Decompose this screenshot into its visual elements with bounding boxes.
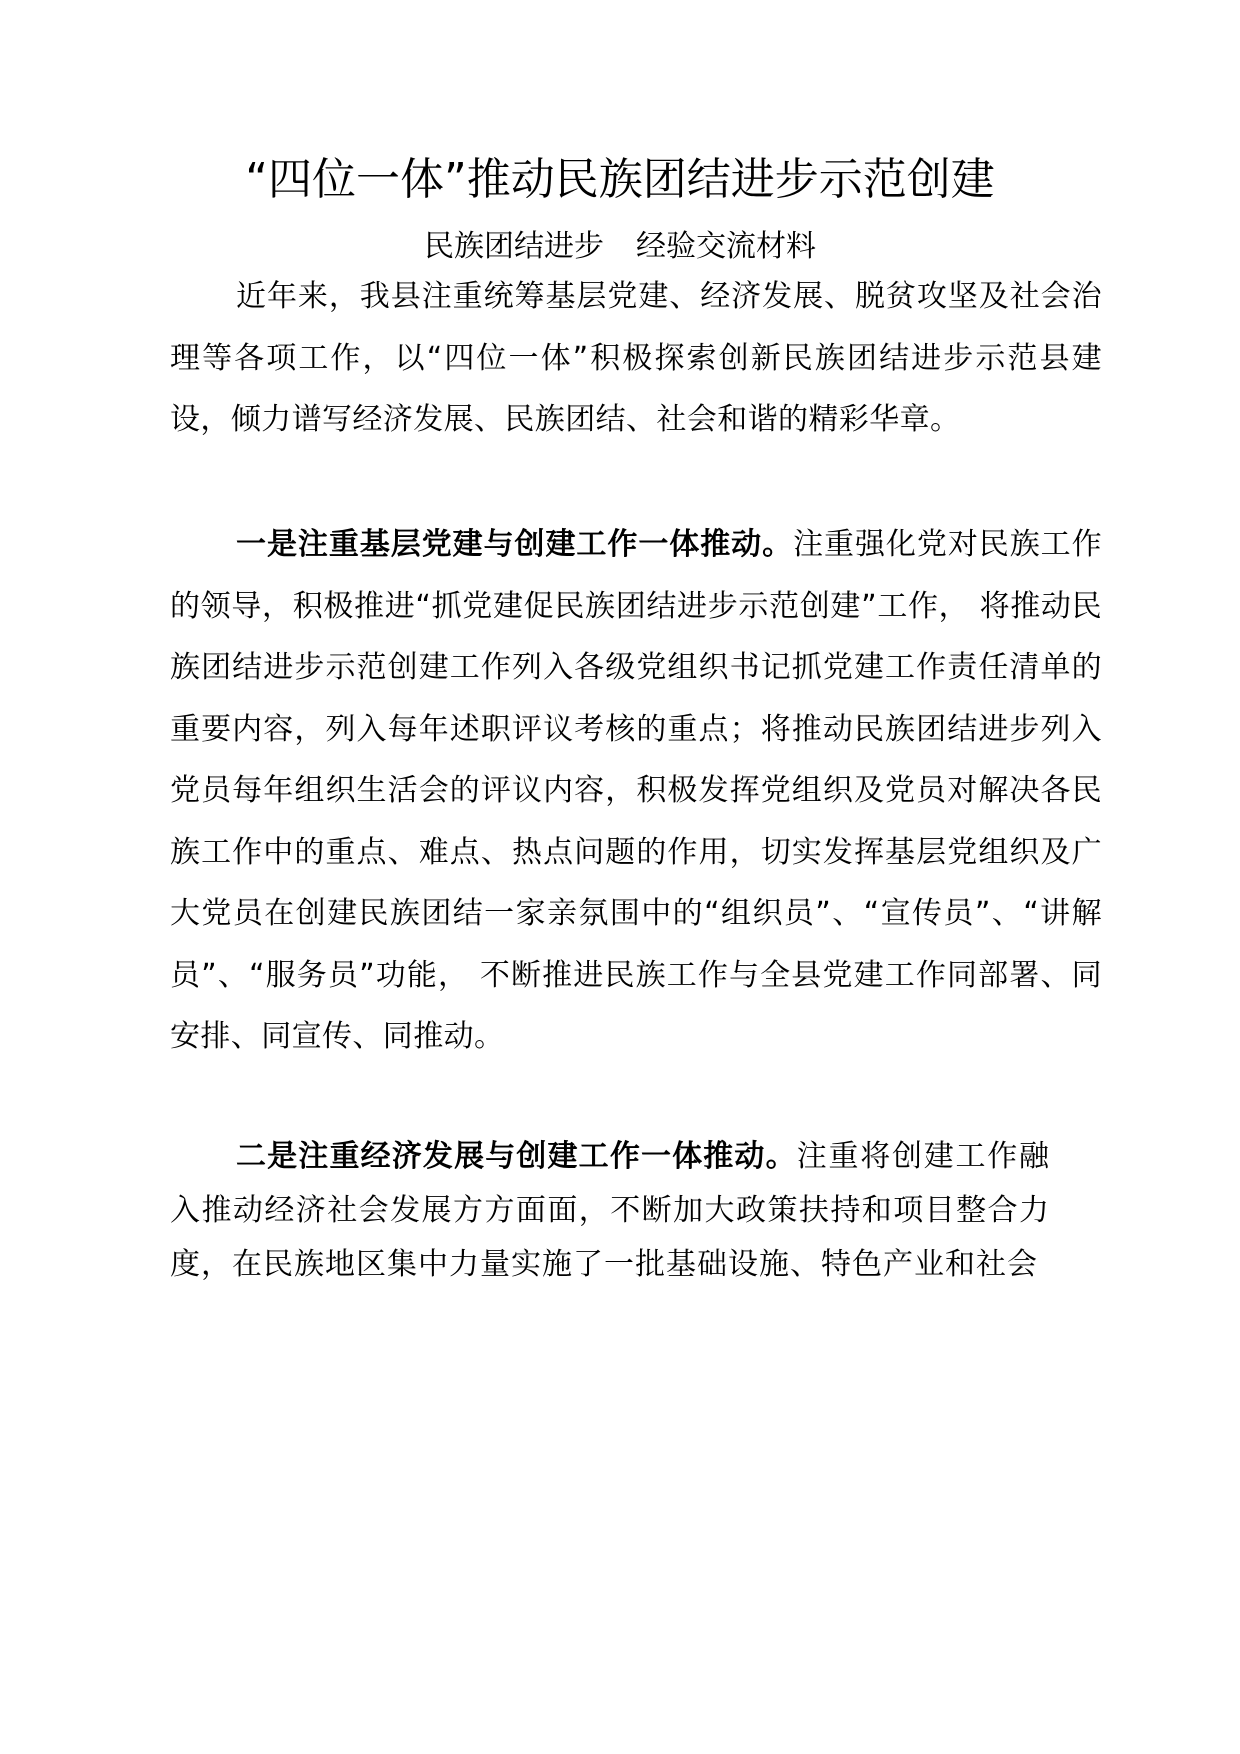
paragraph-lead: 二是注重经济发展与创建工作一体推动。 — [236, 1139, 797, 1174]
paragraph-economic-development — [170, 1130, 1050, 1292]
paragraph-intro — [170, 266, 1102, 451]
paragraph-text: 注重强化党对民族工作的领导，积极推进“抓党建促民族团结进步示范创建”工作， 将推动民族团结进步示范创建工作列入各级党组织书记抓党建工作责任清单的重要内容，列入每年述职评议考核的重点；将推动民族团结进步列入党员每年组织生活会的评议内容，积极发挥党组织及党员对解决各民族工作中的重点、难点、热点问题的作用，切实发挥基层党组织及广大党员在创建民族团结一家亲氛围中的“组织员”、“宣传员”、“讲解员”、“服务员”功能， 不断推进民族工作与全县党建工作同部署、同安排、同宣传、同推动。 — [170, 527, 1103, 1054]
document-subtitle — [150, 226, 1090, 268]
paragraph-text: 近年来，我县注重统筹基层党建、经济发展、脱贫攻坚及社会治理等各项工作，以“四位一体”积极探索创新民族团结进步示范县建设，倾力谱写经济发展、民族团结、社会和谐的精彩华章。 — [170, 279, 1102, 437]
paragraph-party-building — [170, 514, 1102, 1068]
paragraph-lead: 一是注重基层党建与创建工作一体推动。 — [236, 527, 794, 562]
paragraph-text: 注重将创建工作融入推动经济社会发展方方面面，不断加大政策扶持和项目整合力度，在民族地区集中力量实施了一批基础设施、特色产业和社会 — [170, 1139, 1050, 1282]
subtitle-topic: 民族团结进步 — [424, 229, 604, 264]
subtitle-category: 经验交流材料 — [636, 229, 816, 264]
document-title: “四位一体”推动民族团结进步示范创建 — [245, 154, 995, 205]
